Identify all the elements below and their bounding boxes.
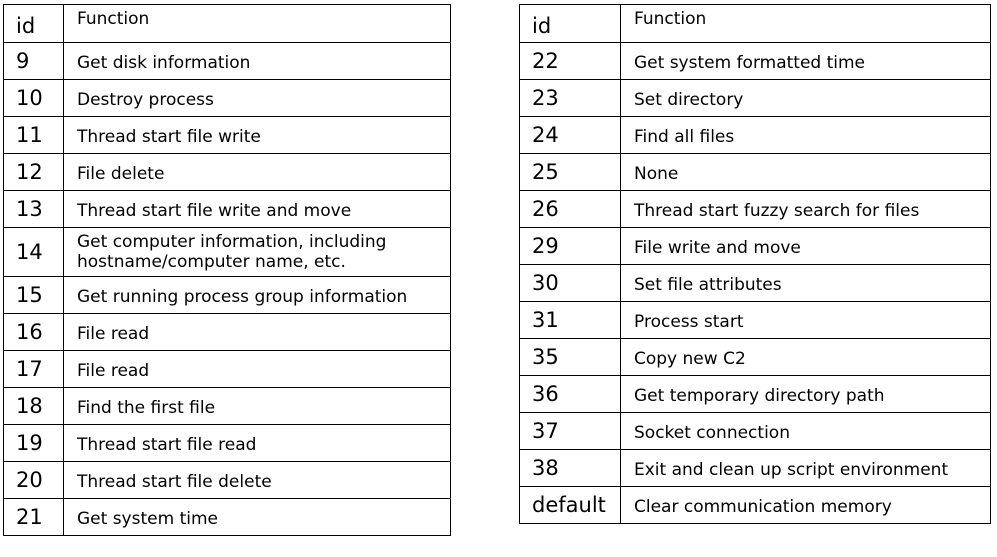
table-header-row [520, 5, 991, 43]
table-row [520, 487, 991, 524]
cell-function [64, 425, 451, 462]
cell-function [621, 413, 991, 450]
cell-function [621, 487, 991, 524]
cell-id: 36 [520, 376, 621, 413]
cell-id: 22 [520, 43, 621, 80]
table-row [520, 228, 991, 265]
cell-function [64, 228, 451, 277]
table-row [4, 191, 451, 228]
cell-id: 29 [520, 228, 621, 265]
function-table-left [3, 4, 451, 536]
table-row [520, 80, 991, 117]
table-body [4, 5, 451, 536]
cell-function-text: Clear communication memory [634, 497, 892, 517]
cell-function [621, 191, 991, 228]
cell-id: 23 [520, 80, 621, 117]
cell-id: 21 [4, 499, 64, 536]
cell-id: 19 [4, 425, 64, 462]
cell-function-text: Thread start file read [77, 435, 257, 455]
header-function: Function [64, 5, 451, 43]
cell-function [621, 339, 991, 376]
cell-function [64, 191, 451, 228]
table-row [520, 376, 991, 413]
cell-function-text: Get system time [77, 509, 218, 529]
cell-id: 10 [4, 80, 64, 117]
cell-id: 24 [520, 117, 621, 154]
cell-function [621, 265, 991, 302]
table-row [4, 80, 451, 117]
cell-id: 16 [4, 314, 64, 351]
cell-function-text: Set directory [634, 90, 744, 110]
table-row [520, 302, 991, 339]
cell-id: 35 [520, 339, 621, 376]
table-row [4, 117, 451, 154]
cell-id: 20 [4, 462, 64, 499]
cell-id: 37 [520, 413, 621, 450]
table-row [4, 277, 451, 314]
table-row [520, 450, 991, 487]
cell-function-text: Process start [634, 312, 744, 332]
table-row [520, 339, 991, 376]
cell-function [64, 462, 451, 499]
cell-id: 12 [4, 154, 64, 191]
cell-id: 11 [4, 117, 64, 154]
table-row [520, 117, 991, 154]
table-row [4, 43, 451, 80]
cell-function-text: Find all files [634, 127, 735, 147]
cell-function [621, 450, 991, 487]
cell-function-text: Thread start file write and move [77, 201, 352, 221]
cell-id: 9 [4, 43, 64, 80]
cell-function-text: Destroy process [77, 90, 214, 110]
cell-function [64, 154, 451, 191]
table-header-row [4, 5, 451, 43]
cell-function [64, 43, 451, 80]
header-id: id [520, 5, 621, 43]
cell-id: default [520, 487, 621, 524]
table-row [4, 425, 451, 462]
table-row [4, 499, 451, 536]
cell-function-text: Get running process group information [77, 287, 408, 307]
table-row [4, 154, 451, 191]
cell-function [621, 80, 991, 117]
cell-function [64, 351, 451, 388]
cell-function-text: File read [77, 361, 150, 381]
cell-function [621, 43, 991, 80]
table-row [520, 413, 991, 450]
table-row [4, 351, 451, 388]
cell-function-text: File read [77, 324, 150, 344]
cell-function-text: Socket connection [634, 423, 790, 443]
cell-id: 31 [520, 302, 621, 339]
table-row [4, 462, 451, 499]
table-row [520, 43, 991, 80]
function-table-right [519, 4, 991, 524]
cell-function [64, 314, 451, 351]
cell-function [64, 117, 451, 154]
table-body [520, 5, 991, 524]
cell-id: 14 [4, 228, 64, 277]
cell-function-text: Exit and clean up script environment [634, 460, 949, 480]
cell-function-text: Find the first file [77, 398, 216, 418]
cell-function-text: Thread start fuzzy search for files [634, 201, 920, 221]
cell-function-text: Get disk information [77, 53, 251, 73]
cell-id: 18 [4, 388, 64, 425]
cell-function-text: Thread start file write [77, 127, 261, 147]
cell-id: 26 [520, 191, 621, 228]
table-row [520, 154, 991, 191]
cell-function-text: None [634, 164, 679, 184]
cell-function [64, 388, 451, 425]
cell-function [621, 228, 991, 265]
cell-function [64, 499, 451, 536]
cell-function [621, 302, 991, 339]
cell-function [621, 154, 991, 191]
header-function: Function [621, 5, 991, 43]
cell-function-text: Get system formatted time [634, 53, 866, 73]
table-row [4, 228, 451, 277]
cell-function-text: Get temporary directory path [634, 386, 885, 406]
table-row [4, 314, 451, 351]
cell-function-text: File write and move [634, 238, 801, 258]
table-row [4, 388, 451, 425]
cell-id: 38 [520, 450, 621, 487]
cell-id: 17 [4, 351, 64, 388]
cell-function-text: Set file attributes [634, 275, 782, 295]
cell-function [64, 80, 451, 117]
cell-id: 25 [520, 154, 621, 191]
cell-id: 13 [4, 191, 64, 228]
cell-function-text: Copy new C2 [634, 349, 746, 369]
cell-id: 15 [4, 277, 64, 314]
cell-function [64, 277, 451, 314]
cell-function [621, 117, 991, 154]
header-id: id [4, 5, 64, 43]
table-row [520, 265, 991, 302]
table-row [520, 191, 991, 228]
cell-function-text: Thread start file delete [77, 472, 272, 492]
cell-function [621, 376, 991, 413]
cell-function-text: Get computer information, including hostname/computer name, etc. [77, 232, 387, 272]
cell-function-text: File delete [77, 164, 165, 184]
cell-id: 30 [520, 265, 621, 302]
